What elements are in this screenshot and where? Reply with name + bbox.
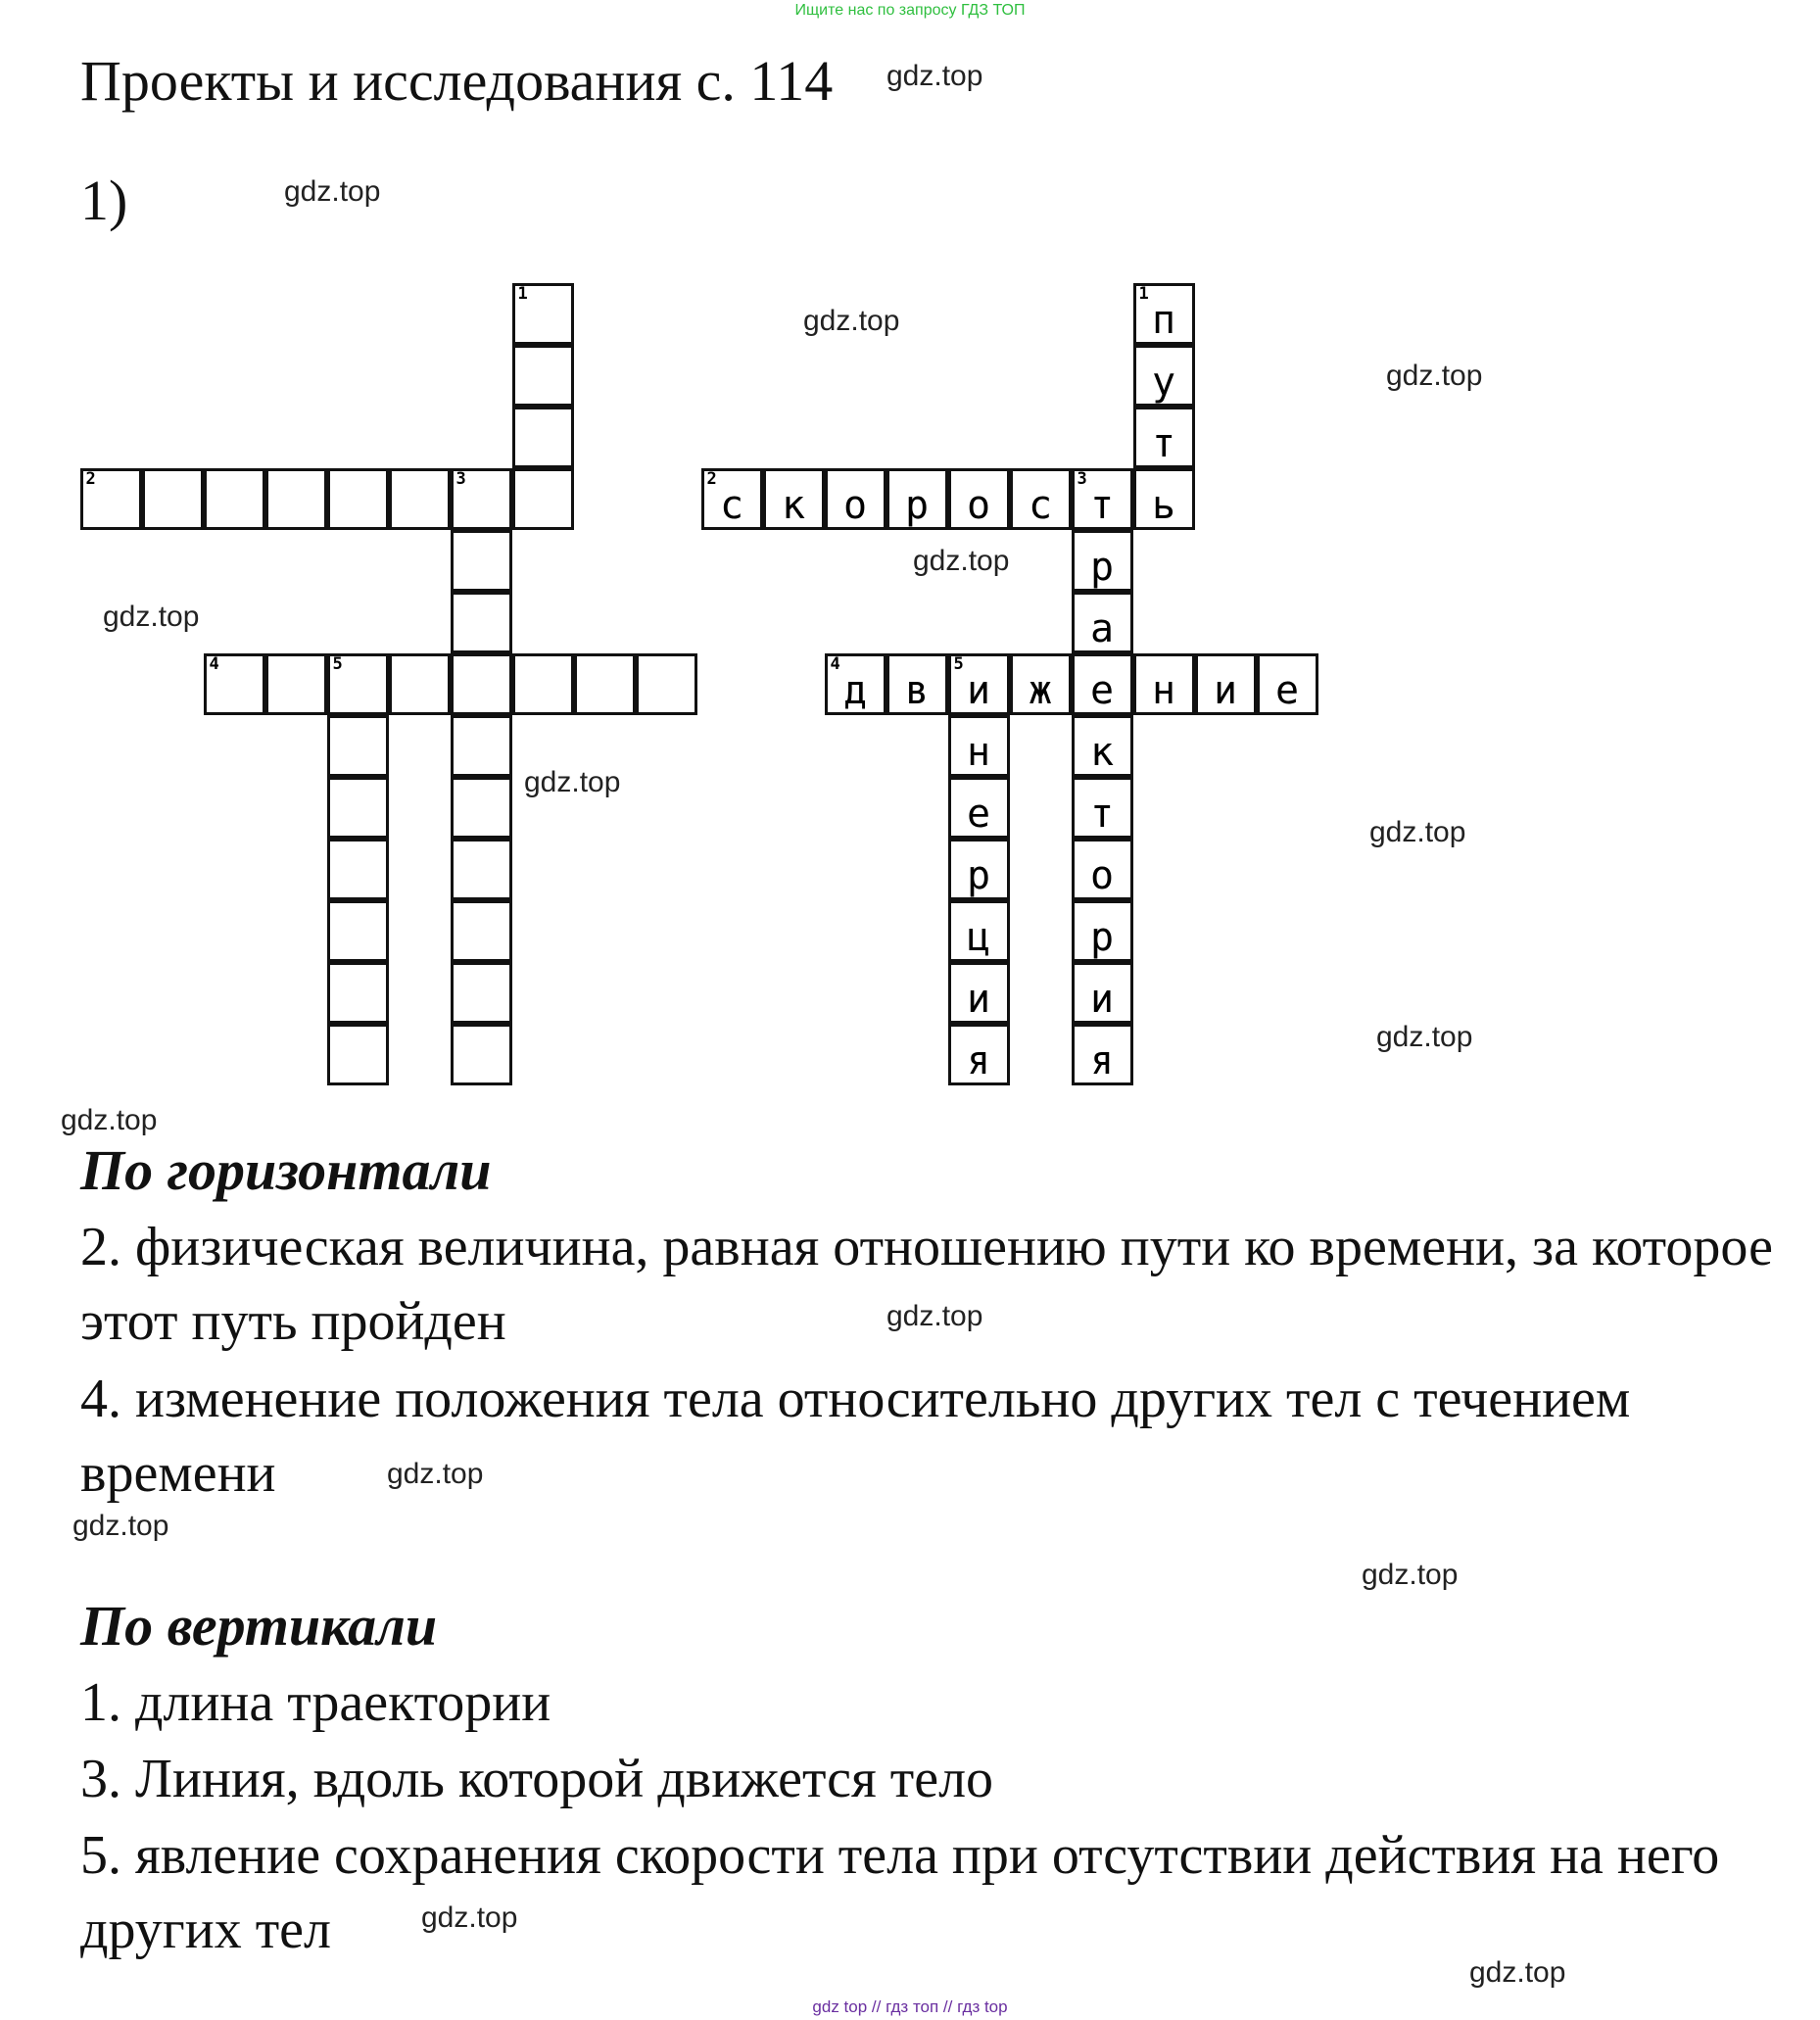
watermark: gdz.top — [1362, 1559, 1459, 1591]
crossword-cell — [1072, 653, 1133, 715]
crossword-cell — [265, 468, 327, 530]
crossword-cell — [451, 1024, 512, 1085]
crossword-cell — [451, 592, 512, 653]
crossword-cell — [80, 468, 142, 530]
crossword-cell — [1133, 345, 1195, 407]
cell-letter: ж — [1028, 667, 1053, 713]
crossword-cell — [948, 1024, 1010, 1085]
cell-letter: р — [966, 852, 991, 898]
crossword-cell — [948, 715, 1010, 777]
crossword-cell — [886, 653, 948, 715]
cell-letter: т — [1089, 791, 1115, 837]
watermark: gdz.top — [103, 601, 200, 633]
crossword-cell — [389, 653, 451, 715]
crossword-cell — [825, 468, 886, 530]
watermark: gdz.top — [1469, 1956, 1566, 1989]
crossword-cell — [327, 1024, 389, 1085]
crossword-cell — [512, 468, 574, 530]
crossword-cell — [1010, 468, 1072, 530]
cell-letter: ц — [966, 914, 991, 960]
crossword-cell — [825, 653, 886, 715]
crossword-cell — [948, 653, 1010, 715]
cell-letter: я — [966, 1037, 991, 1083]
crossword-cell — [451, 777, 512, 839]
crossword-cell — [1133, 407, 1195, 468]
crossword-cell — [512, 653, 574, 715]
cell-letter: и — [966, 976, 991, 1022]
crossword-cell — [1195, 653, 1257, 715]
clue-number: 5 — [332, 653, 343, 674]
cell-letter: о — [1089, 852, 1115, 898]
vertical-clue: 1. длина траектории — [80, 1672, 551, 1733]
crossword-cell — [1133, 468, 1195, 530]
crossword-cell — [763, 468, 825, 530]
cell-letter: с — [1028, 482, 1053, 528]
cell-letter: к — [781, 482, 806, 528]
clue-number: 5 — [953, 653, 964, 674]
crossword-cell — [948, 468, 1010, 530]
crossword-cell — [1010, 653, 1072, 715]
crossword-cell — [948, 962, 1010, 1024]
cell-letter: т — [1089, 482, 1115, 528]
vertical-clue: 5. явление сохранения скорости тела при отсутствии действия на него других тел — [80, 1825, 1720, 1960]
crossword-cell — [574, 653, 636, 715]
cell-letter: и — [1213, 667, 1238, 713]
crossword-cell — [512, 407, 574, 468]
crossword-cell — [1072, 592, 1133, 653]
cell-letter: у — [1151, 359, 1176, 405]
crossword-cell — [327, 777, 389, 839]
crossword-cell — [327, 653, 389, 715]
watermark: gdz.top — [524, 766, 621, 798]
cell-letter: п — [1151, 297, 1176, 343]
watermark: gdz.top — [803, 305, 900, 337]
cell-letter: ь — [1151, 482, 1176, 528]
crossword-cell — [451, 839, 512, 900]
cell-letter: и — [1089, 976, 1115, 1022]
crossword-cell — [636, 653, 697, 715]
crossword-cell — [1257, 653, 1318, 715]
watermark: gdz.top — [387, 1458, 484, 1490]
clue-number: 3 — [455, 468, 466, 489]
clue-number: 4 — [830, 653, 840, 674]
cell-letter: д — [842, 667, 868, 713]
clue-number: 3 — [1077, 468, 1087, 489]
crossword-cell — [948, 839, 1010, 900]
cell-letter: р — [1089, 544, 1115, 590]
crossword-cell — [1072, 1024, 1133, 1085]
watermark: gdz.top — [72, 1510, 169, 1542]
watermark: gdz.top — [1369, 816, 1466, 848]
watermark: gdz.top — [1376, 1021, 1473, 1053]
watermark: gdz.top — [421, 1901, 518, 1934]
page-title: Проекты и исследования с. 114 — [80, 49, 834, 113]
crossword-cell — [389, 468, 451, 530]
crossword-cell — [327, 468, 389, 530]
cell-letter: р — [904, 482, 930, 528]
crossword-cell — [451, 900, 512, 962]
clue-number: 1 — [517, 283, 528, 304]
cell-letter: а — [1089, 605, 1115, 651]
cell-letter: о — [842, 482, 868, 528]
cell-letter: и — [966, 667, 991, 713]
search-banner[interactable]: Ищите нас по запросу ГДЗ ТОП — [794, 2, 1026, 19]
cell-letter: н — [966, 729, 991, 775]
clue-number: 4 — [209, 653, 219, 674]
crossword-cell — [512, 283, 574, 345]
watermark: gdz.top — [886, 1300, 983, 1332]
crossword-cell — [1072, 839, 1133, 900]
crossword-cell — [204, 653, 265, 715]
cell-letter: е — [1089, 667, 1115, 713]
watermark: gdz.top — [1386, 360, 1483, 392]
crossword-cell — [1072, 777, 1133, 839]
crossword-cell — [142, 468, 204, 530]
crossword-cell — [1133, 283, 1195, 345]
horizontal-clue: 4. изменение положения тела относительно других тел с течением времени — [80, 1369, 1631, 1504]
watermark: gdz.top — [61, 1104, 158, 1136]
cell-letter: я — [1089, 1037, 1115, 1083]
cell-letter: е — [966, 791, 991, 837]
crossword-cell — [451, 468, 512, 530]
clue-number: 2 — [85, 468, 96, 489]
crossword-cell — [451, 530, 512, 592]
crossword-cell — [451, 653, 512, 715]
horizontal-clue: 2. физическая величина, равная отношению пути ко времени, за которое этот путь пройден — [80, 1217, 1773, 1352]
crossword-cell — [204, 468, 265, 530]
crossword-cell — [512, 345, 574, 407]
cell-letter: е — [1274, 667, 1300, 713]
crossword-cell — [327, 962, 389, 1024]
crossword-cell — [1072, 900, 1133, 962]
crossword-cell — [948, 900, 1010, 962]
crossword-cell — [1072, 530, 1133, 592]
crossword-cell — [1133, 653, 1195, 715]
cell-letter: с — [719, 482, 744, 528]
crossword-cell — [265, 653, 327, 715]
crossword-cell — [327, 839, 389, 900]
crossword-cell — [327, 715, 389, 777]
crossword-cell — [1072, 468, 1133, 530]
clue-number: 2 — [706, 468, 717, 489]
crossword-cell — [701, 468, 763, 530]
crossword-cell — [1072, 962, 1133, 1024]
crossword-cell — [1072, 715, 1133, 777]
crossword-cell — [451, 715, 512, 777]
vertical-clue: 3. Линия, вдоль которой движется тело — [80, 1749, 994, 1809]
cell-letter: т — [1151, 420, 1176, 466]
cell-letter: о — [966, 482, 991, 528]
vertical-heading: По вертикали — [80, 1594, 438, 1658]
watermark: gdz.top — [284, 175, 381, 208]
horizontal-heading: По горизонтали — [80, 1138, 492, 1202]
cell-letter: в — [904, 667, 930, 713]
cell-letter: р — [1089, 914, 1115, 960]
crossword-cell — [886, 468, 948, 530]
crossword-cell — [327, 900, 389, 962]
crossword-cell — [948, 777, 1010, 839]
watermark: gdz.top — [886, 60, 983, 92]
crossword-cell — [451, 962, 512, 1024]
cell-letter: к — [1089, 729, 1115, 775]
task-number: 1) — [80, 168, 128, 232]
clue-number: 1 — [1138, 283, 1149, 304]
watermark: gdz.top — [913, 545, 1010, 577]
footer-links[interactable]: gdz top // гдз топ // гдз top — [812, 1997, 1008, 2016]
cell-letter: н — [1151, 667, 1176, 713]
